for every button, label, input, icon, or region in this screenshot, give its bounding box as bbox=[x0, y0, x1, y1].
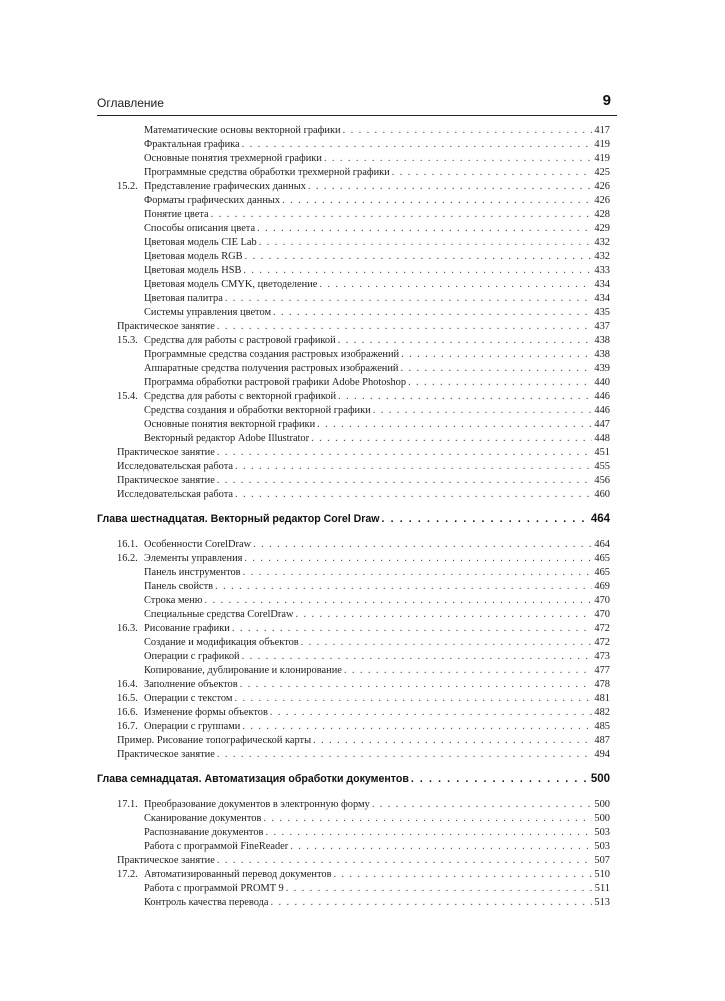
toc-section-number: 15.2. bbox=[117, 181, 138, 192]
toc-page-number: 419 bbox=[594, 139, 610, 150]
toc-entry-title: Математические основы векторной графики bbox=[144, 125, 341, 136]
toc-entry[interactable] bbox=[97, 855, 610, 869]
toc-page-number: 435 bbox=[594, 307, 610, 318]
toc-section-number: 16.6. bbox=[117, 707, 138, 718]
dot-leader bbox=[242, 651, 593, 662]
toc-entry-title: Пример. Рисование топографической карты bbox=[117, 735, 312, 746]
toc-entry[interactable] bbox=[97, 869, 610, 883]
toc-section-number: 16.5. bbox=[117, 693, 138, 704]
dot-leader bbox=[311, 433, 592, 444]
toc-page-number: 513 bbox=[594, 897, 610, 908]
dot-leader bbox=[215, 581, 592, 592]
toc-page-number: 425 bbox=[594, 167, 610, 178]
dot-leader bbox=[290, 841, 592, 852]
toc-page-number: 503 bbox=[594, 827, 610, 838]
dot-leader bbox=[324, 153, 593, 164]
toc-page-number: 465 bbox=[594, 567, 610, 578]
toc-entry-title: Программные средства обработки трехмерной графики bbox=[144, 167, 390, 178]
toc-entry-title: Работа с программой PROMT 9 bbox=[144, 883, 284, 894]
toc-entry[interactable] bbox=[97, 693, 610, 707]
toc-entry[interactable] bbox=[97, 223, 610, 237]
dot-leader bbox=[257, 223, 592, 234]
toc-entry-title: Операции с графикой bbox=[144, 651, 240, 662]
toc-entry-title: Сканирование документов bbox=[144, 813, 262, 824]
toc-page-number: 470 bbox=[594, 609, 610, 620]
toc-entry-title: Системы управления цветом bbox=[144, 307, 272, 318]
toc-chapter-heading[interactable] bbox=[97, 513, 610, 535]
toc-entry[interactable] bbox=[97, 125, 610, 139]
toc-entry[interactable] bbox=[97, 167, 610, 181]
dot-leader bbox=[334, 869, 593, 880]
toc-page-number: 432 bbox=[594, 251, 610, 262]
dot-leader bbox=[271, 897, 593, 908]
toc-entry-title: Цветовая модель HSB bbox=[144, 265, 242, 276]
toc-page-number: 455 bbox=[594, 461, 610, 472]
toc-entry[interactable] bbox=[97, 237, 610, 251]
toc-entry[interactable] bbox=[97, 307, 610, 321]
toc-entry-title: Заполнение объектов bbox=[144, 679, 238, 690]
toc-entry-title: Преобразование документов в электронную форму bbox=[144, 799, 370, 810]
dot-leader bbox=[244, 553, 592, 564]
dot-leader bbox=[243, 265, 592, 276]
toc-entry[interactable] bbox=[97, 391, 610, 405]
toc-page-number: 434 bbox=[594, 293, 610, 304]
toc-entry-title: Практическое занятие bbox=[117, 749, 215, 760]
toc-page-number: 446 bbox=[594, 405, 610, 416]
toc-entry-title: Цветовая модель RGB bbox=[144, 251, 243, 262]
dot-leader bbox=[242, 139, 593, 150]
toc-entry[interactable] bbox=[97, 567, 610, 581]
toc-section-number: 16.7. bbox=[117, 721, 138, 732]
toc-entry[interactable] bbox=[97, 637, 610, 651]
toc-entry-title: Средства создания и обработки векторной графики bbox=[144, 405, 371, 416]
toc-entry[interactable] bbox=[97, 489, 610, 503]
toc-entry-title: Цветовая палитра bbox=[144, 293, 223, 304]
dot-leader bbox=[313, 735, 592, 746]
dot-leader bbox=[286, 883, 593, 894]
toc-entry-title: Цветовая модель CIE Lab bbox=[144, 237, 257, 248]
toc-page-number: 472 bbox=[594, 623, 610, 634]
toc-page-number: 503 bbox=[594, 841, 610, 852]
toc-entry-title: Создание и модификация объектов bbox=[144, 637, 299, 648]
toc-entry-title: Практическое занятие bbox=[117, 447, 215, 458]
toc-page-number: 465 bbox=[594, 553, 610, 564]
toc-entry-title: Средства для работы с растровой графикой bbox=[144, 335, 336, 346]
toc-entry-title: Работа с программой FineReader bbox=[144, 841, 289, 852]
toc-entry[interactable] bbox=[97, 335, 610, 349]
dot-leader bbox=[240, 679, 593, 690]
chapter-gap bbox=[97, 503, 610, 509]
toc-page-number: 440 bbox=[594, 377, 610, 388]
toc-entry[interactable] bbox=[97, 363, 610, 377]
toc-page-number: 464 bbox=[594, 539, 610, 550]
toc-entry[interactable] bbox=[97, 475, 610, 489]
toc-entry[interactable] bbox=[97, 581, 610, 595]
toc-section-number: 16.1. bbox=[117, 539, 138, 550]
toc-entry-title: Строка меню bbox=[144, 595, 203, 606]
toc-entry[interactable] bbox=[97, 419, 610, 433]
toc-entry[interactable] bbox=[97, 405, 610, 419]
dot-leader bbox=[382, 513, 589, 525]
toc-entry[interactable] bbox=[97, 721, 610, 735]
dot-leader bbox=[235, 489, 592, 500]
toc-entry[interactable] bbox=[97, 321, 610, 335]
toc-entry-title: Копирование, дублирование и клонирование bbox=[144, 665, 342, 676]
dot-leader bbox=[211, 209, 593, 220]
toc-entry-title: Цветовая модель CMYK, цветоделение bbox=[144, 279, 318, 290]
toc-entry[interactable] bbox=[97, 377, 610, 391]
toc-entry-title: Глава семнадцатая. Автоматизация обработки документов bbox=[97, 773, 409, 785]
dot-leader bbox=[408, 377, 592, 388]
toc-entry-title: Основные понятия трехмерной графики bbox=[144, 153, 322, 164]
dot-leader bbox=[343, 125, 593, 136]
dot-leader bbox=[217, 749, 593, 760]
toc-page-number: 451 bbox=[594, 447, 610, 458]
toc-section-number: 15.4. bbox=[117, 391, 138, 402]
dot-leader bbox=[242, 721, 592, 732]
toc-entry[interactable] bbox=[97, 139, 610, 153]
dot-leader bbox=[270, 707, 593, 718]
toc-page-number: 472 bbox=[594, 637, 610, 648]
chapter-gap bbox=[97, 763, 610, 769]
dot-leader bbox=[308, 181, 592, 192]
toc-page-number: 446 bbox=[594, 391, 610, 402]
toc-entry[interactable] bbox=[97, 209, 610, 223]
toc-section-number: 15.3. bbox=[117, 335, 138, 346]
toc-page-number: 500 bbox=[590, 773, 610, 785]
running-head-title: Оглавление bbox=[97, 96, 164, 110]
toc-entry-title: Глава шестнадцатая. Векторный редактор Corel Draw bbox=[97, 513, 380, 525]
toc-page-number: 460 bbox=[594, 489, 610, 500]
dot-leader bbox=[217, 321, 593, 332]
toc-page-number: 500 bbox=[594, 813, 610, 824]
toc-entry[interactable] bbox=[97, 609, 610, 623]
dot-leader bbox=[263, 813, 592, 824]
toc-entry[interactable] bbox=[97, 749, 610, 763]
toc-entry-title: Практическое занятие bbox=[117, 855, 215, 866]
dot-leader bbox=[225, 293, 593, 304]
toc-entry-title: Программа обработки растровой графики Adobe Photoshop bbox=[144, 377, 407, 388]
toc-entry-title: Контроль качества перевода bbox=[144, 897, 269, 908]
toc-entry-title: Исследовательская работа bbox=[117, 461, 233, 472]
toc-entry-title: Способы описания цвета bbox=[144, 223, 256, 234]
toc-entry[interactable] bbox=[97, 181, 610, 195]
dot-leader bbox=[392, 167, 593, 178]
toc-entry-title: Практическое занятие bbox=[117, 475, 215, 486]
toc-entry[interactable] bbox=[97, 883, 610, 897]
dot-leader bbox=[282, 195, 592, 206]
toc-entry[interactable] bbox=[97, 897, 610, 911]
toc-page-number: 428 bbox=[594, 209, 610, 220]
toc-page-number: 477 bbox=[594, 665, 610, 676]
toc-entry[interactable] bbox=[97, 153, 610, 167]
toc-entry-title: Операции с текстом bbox=[144, 693, 233, 704]
dot-leader bbox=[301, 637, 593, 648]
toc-page-number: 500 bbox=[594, 799, 610, 810]
dot-leader bbox=[372, 799, 593, 810]
table-of-contents bbox=[97, 125, 610, 911]
toc-entry-title: Исследовательская работа bbox=[117, 489, 233, 500]
toc-page-number: 469 bbox=[594, 581, 610, 592]
dot-leader bbox=[253, 539, 592, 550]
toc-page-number: 426 bbox=[594, 181, 610, 192]
toc-entry[interactable] bbox=[97, 195, 610, 209]
toc-entry[interactable] bbox=[97, 553, 610, 567]
toc-entry[interactable] bbox=[97, 813, 610, 827]
dot-leader bbox=[259, 237, 593, 248]
toc-page-number: 485 bbox=[594, 721, 610, 732]
toc-section-number: 16.2. bbox=[117, 553, 138, 564]
toc-entry[interactable] bbox=[97, 293, 610, 307]
toc-page-number: 426 bbox=[594, 195, 610, 206]
toc-entry-title: Особенности CorelDraw bbox=[144, 539, 252, 550]
toc-entry[interactable] bbox=[97, 461, 610, 475]
toc-entry[interactable] bbox=[97, 679, 610, 693]
toc-entry-title: Автоматизированный перевод документов bbox=[144, 869, 332, 880]
toc-page-number: 434 bbox=[594, 279, 610, 290]
toc-entry-title: Рисование графики bbox=[144, 623, 230, 634]
toc-entry-title: Изменение формы объектов bbox=[144, 707, 268, 718]
toc-page-number: 482 bbox=[594, 707, 610, 718]
dot-leader bbox=[204, 595, 592, 606]
toc-entry[interactable] bbox=[97, 707, 610, 721]
toc-page-number: 481 bbox=[594, 693, 610, 704]
toc-section-number: 16.3. bbox=[117, 623, 138, 634]
toc-entry[interactable] bbox=[97, 433, 610, 447]
dot-leader bbox=[235, 693, 593, 704]
toc-page-number: 456 bbox=[594, 475, 610, 486]
toc-page-number: 464 bbox=[590, 513, 610, 525]
toc-entry[interactable] bbox=[97, 827, 610, 841]
toc-entry-title: Элементы управления bbox=[144, 553, 243, 564]
toc-entry[interactable] bbox=[97, 447, 610, 461]
toc-entry[interactable] bbox=[97, 841, 610, 855]
toc-entry-title: Векторный редактор Adobe Illustrator bbox=[144, 433, 310, 444]
toc-chapter-heading[interactable] bbox=[97, 773, 610, 795]
toc-entry-title: Распознавание документов bbox=[144, 827, 264, 838]
toc-entry[interactable] bbox=[97, 279, 610, 293]
toc-page-number: 478 bbox=[594, 679, 610, 690]
toc-page-number: 429 bbox=[594, 223, 610, 234]
toc-entry[interactable] bbox=[97, 539, 610, 553]
toc-section-number: 16.4. bbox=[117, 679, 138, 690]
toc-entry[interactable] bbox=[97, 251, 610, 265]
toc-entry-title: Практическое занятие bbox=[117, 321, 215, 332]
dot-leader bbox=[217, 475, 593, 486]
toc-entry[interactable] bbox=[97, 735, 610, 749]
dot-leader bbox=[273, 307, 592, 318]
toc-page-number: 437 bbox=[594, 321, 610, 332]
dot-leader bbox=[401, 363, 593, 374]
toc-page-number: 432 bbox=[594, 237, 610, 248]
dot-leader bbox=[401, 349, 592, 360]
toc-page-number: 439 bbox=[594, 363, 610, 374]
toc-entry-title: Аппаратные средства получения растровых изображений bbox=[144, 363, 399, 374]
toc-entry-title: Понятие цвета bbox=[144, 209, 209, 220]
toc-section-number: 17.1. bbox=[117, 799, 138, 810]
dot-leader bbox=[235, 461, 592, 472]
toc-page-number: 487 bbox=[594, 735, 610, 746]
dot-leader bbox=[338, 335, 593, 346]
dot-leader bbox=[295, 609, 592, 620]
toc-page-number: 507 bbox=[594, 855, 610, 866]
toc-entry-title: Панель инструментов bbox=[144, 567, 241, 578]
dot-leader bbox=[232, 623, 593, 634]
toc-entry-title: Средства для работы с векторной графикой bbox=[144, 391, 337, 402]
toc-entry-title: Специальные средства CorelDraw bbox=[144, 609, 294, 620]
toc-entry-title: Операции с группами bbox=[144, 721, 241, 732]
dot-leader bbox=[217, 855, 593, 866]
toc-page-number: 447 bbox=[594, 419, 610, 430]
dot-leader bbox=[411, 773, 589, 785]
toc-entry-title: Панель свойств bbox=[144, 581, 214, 592]
dot-leader bbox=[319, 279, 592, 290]
toc-page-number: 470 bbox=[594, 595, 610, 606]
toc-entry[interactable] bbox=[97, 665, 610, 679]
toc-entry[interactable] bbox=[97, 651, 610, 665]
dot-leader bbox=[338, 391, 592, 402]
header-rule bbox=[97, 115, 617, 116]
dot-leader bbox=[317, 419, 592, 430]
toc-page-number: 438 bbox=[594, 349, 610, 360]
toc-page-number: 417 bbox=[594, 125, 610, 136]
toc-page-number: 494 bbox=[594, 749, 610, 760]
dot-leader bbox=[245, 251, 593, 262]
toc-entry[interactable] bbox=[97, 265, 610, 279]
toc-entry-title: Представление графических данных bbox=[144, 181, 306, 192]
dot-leader bbox=[217, 447, 593, 458]
toc-entry[interactable] bbox=[97, 349, 610, 363]
toc-entry[interactable] bbox=[97, 623, 610, 637]
toc-entry-title: Основные понятия векторной графики bbox=[144, 419, 316, 430]
running-head bbox=[97, 92, 617, 114]
toc-page-number: 438 bbox=[594, 335, 610, 346]
dot-leader bbox=[344, 665, 593, 676]
dot-leader bbox=[373, 405, 593, 416]
toc-page-number: 473 bbox=[594, 651, 610, 662]
toc-page-number: 419 bbox=[594, 153, 610, 164]
toc-section-number: 17.2. bbox=[117, 869, 138, 880]
toc-entry-title: Фрактальная графика bbox=[144, 139, 240, 150]
page-number: 9 bbox=[602, 92, 611, 109]
toc-page-number: 511 bbox=[594, 883, 610, 894]
dot-leader bbox=[243, 567, 593, 578]
toc-page-number: 510 bbox=[594, 869, 610, 880]
toc-entry[interactable] bbox=[97, 595, 610, 609]
toc-entry[interactable] bbox=[97, 799, 610, 813]
dot-leader bbox=[265, 827, 592, 838]
toc-entry-title: Программные средства создания растровых изображений bbox=[144, 349, 400, 360]
toc-entry-title: Форматы графических данных bbox=[144, 195, 281, 206]
toc-page-number: 433 bbox=[594, 265, 610, 276]
toc-page-number: 448 bbox=[594, 433, 610, 444]
